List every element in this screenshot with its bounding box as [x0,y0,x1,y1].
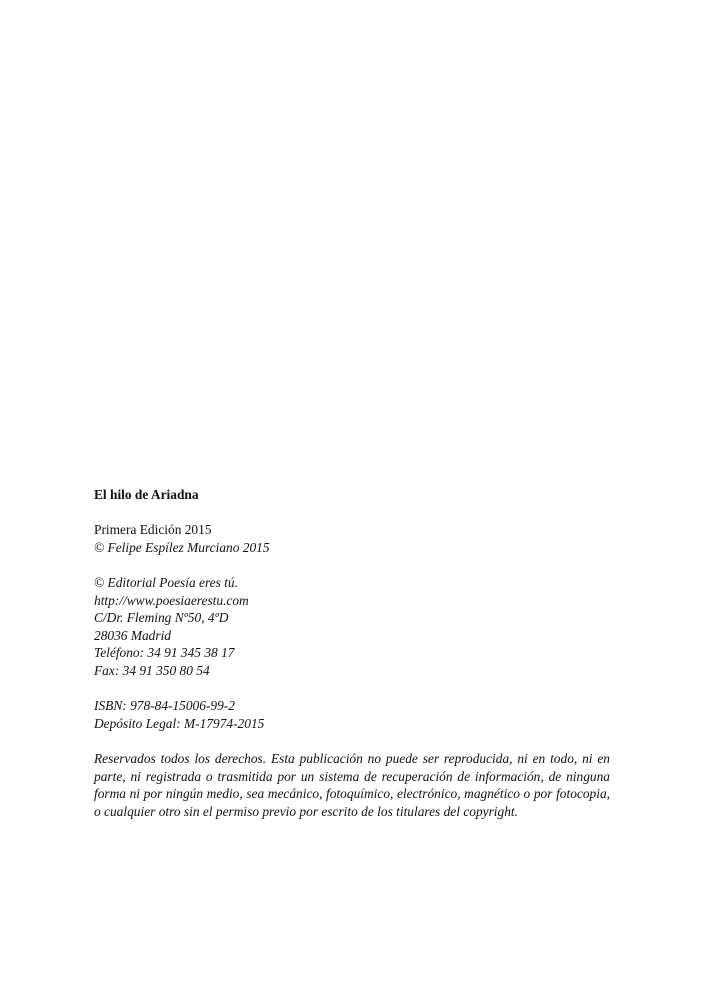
publisher-website: http://www.poesiaerestu.com [94,592,249,608]
isbn: ISBN: 978-84-15006-99-2 [94,698,235,714]
legal-deposit: Depósito Legal: M-17974-2015 [94,715,265,731]
publisher-phone: Teléfono: 34 91 345 38 17 [94,645,235,661]
publisher-fax: Fax: 34 91 350 80 54 [94,662,210,678]
book-title: El hilo de Ariadna [94,487,199,502]
publisher-address: C/Dr. Fleming Nº50, 4ºD [94,610,229,626]
author-copyright: © Felipe Espílez Murciano 2015 [94,539,270,555]
edition-line: Primera Edición 2015 [94,522,212,538]
rights-notice: Reservados todos los derechos. Esta publicación no puede ser reproducida, ni en todo, ni en parte, ni registrada o trasmitida por un sistema de recuperación de información, de ninguna forma ni por ningún medio, sea mecánico, fotoquímico, electrónico, magnético o por fotocopia, o cualquier otro sin el permiso previo por escrito de los titulares del copyright. [94,750,610,819]
publisher-copyright: © Editorial Poesía eres tú. [94,574,238,590]
publisher-city: 28036 Madrid [94,627,171,643]
publisher-block [94,574,610,680]
identifiers-block [94,697,610,732]
copyright-page [94,486,610,820]
edition-block [94,521,610,556]
